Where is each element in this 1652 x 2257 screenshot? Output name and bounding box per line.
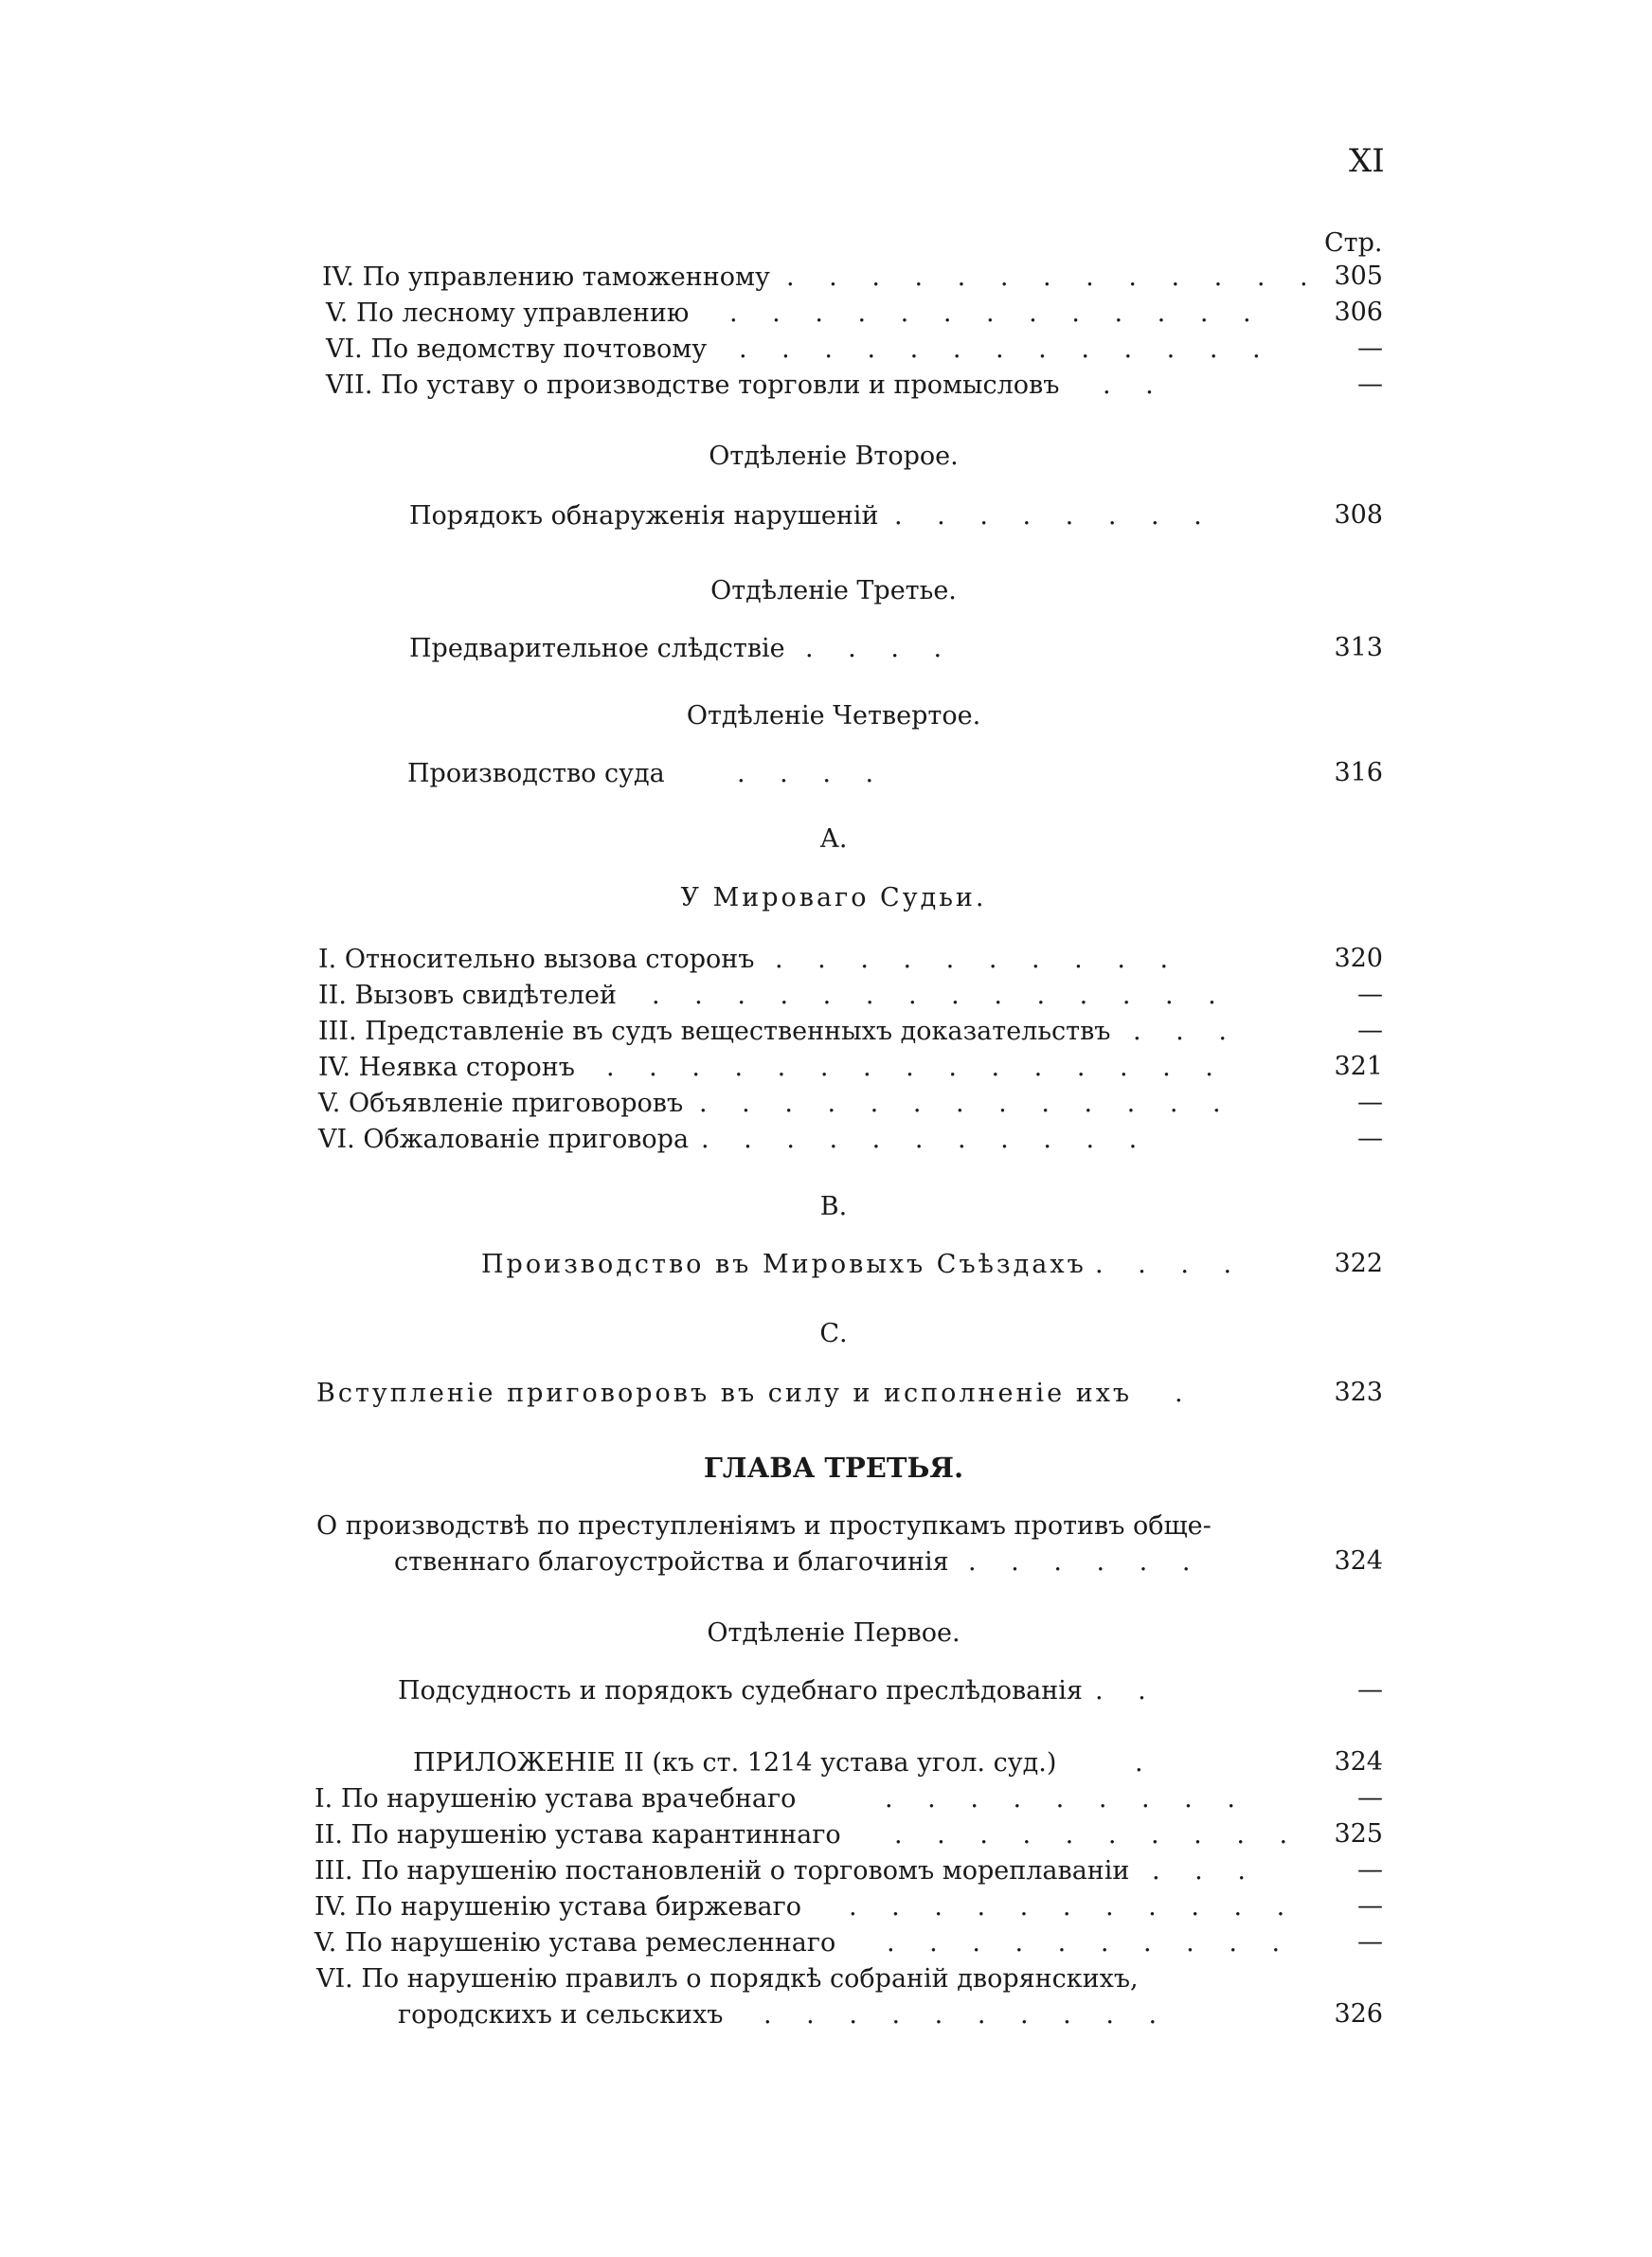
toc-entry-dots: . . [1103,370,1167,400]
page-column-header: Стр. [1324,228,1383,258]
page-number: XI [1349,142,1385,180]
toc-entry-page: 325 [1334,1819,1383,1849]
toc-entry-label: Подсудность и порядокъ судебнаго преслѣдованія [398,1676,1083,1706]
toc-entry-label-line2: ственнаго благоустройства и благочинія [394,1547,949,1577]
section-heading: Отдѣленіе Второе. [709,442,959,471]
toc-entry-page: — [1357,1855,1383,1885]
toc-entry-label: III. Представленіе въ судъ вещественныхъ доказательствъ [318,1017,1111,1046]
toc-entry-dots: . . . . . . . . . . . . . [729,298,1265,328]
toc-entry-dots: . . . . . . . . . . [763,2000,1171,2030]
subsection-letter: В. [819,1192,848,1221]
toc-entry-dots: . . . . [737,759,888,788]
toc-entry-label: IV. По нарушенію устава биржеваго [314,1892,802,1922]
toc-entry-dots: . . . . . . . . . . [775,945,1182,974]
toc-entry-page: 322 [1334,1249,1383,1278]
toc-entry-label: VII. По уставу о производстве торговли и промысловъ [326,370,1060,400]
toc-entry-label-line2: городскихъ и сельскихъ [398,2000,724,2030]
toc-entry-page: — [1357,1124,1383,1153]
toc-entry-dots: . . . . . . . . . . . . . . . [606,1053,1227,1082]
toc-entry-label: V. По лесному управлению [326,298,690,328]
subsection-letter: С. [819,1319,848,1348]
toc-entry-label: Вступленіе приговоровъ въ силу и исполненіе ихъ [316,1379,1133,1408]
toc-entry-label: VI. По ведомству почтовому [326,334,708,364]
toc-entry-page: 305 [1334,262,1383,291]
toc-entry-label: IV. По управлению таможенному [322,262,770,292]
toc-entry-label-line1: О производствѣ по преступленіямъ и проступкамъ противъ обще- [316,1511,1212,1541]
toc-entry-page: — [1357,1088,1383,1117]
toc-entry-page: — [1357,334,1383,363]
subsection-title: У Мироваго Судьи. [680,883,987,912]
toc-entry-page: 320 [1334,944,1383,973]
appendix-title: ПРИЛОЖЕНІЕ II (къ ст. 1214 устава угол. суд.) [413,1748,1057,1778]
toc-entry-label: V. По нарушенію устава ремесленнаго [314,1928,836,1958]
toc-entry-label: IV. Неявка сторонъ [318,1053,575,1082]
toc-entry-dots: . . . . . . . . [894,501,1215,531]
section-heading: Отдѣленіе Третье. [710,576,957,605]
toc-entry-page: 321 [1334,1052,1383,1081]
toc-entry-label: II. По нарушенію устава карантиннаго [314,1820,841,1850]
toc-entry-label: Производство суда [407,759,665,788]
toc-entry-page: — [1357,980,1383,1009]
toc-entry-dots: . . . . . . . . . . . [849,1892,1299,1922]
toc-entry-page: 316 [1334,758,1383,787]
toc-entry-page: — [1357,1783,1383,1813]
toc-entry-page: 308 [1334,500,1383,530]
chapter-heading: ГЛАВА ТРЕТЬЯ. [703,1452,964,1484]
toc-entry-dots: . . . . . . . . . . . . . [699,1089,1234,1118]
toc-entry-page: — [1357,1891,1383,1921]
toc-entry-label: I. По нарушенію устава врачебнаго [314,1784,797,1814]
subsection-letter: А. [819,824,848,854]
toc-entry-dots: . . . . [805,634,956,663]
toc-entry-dots: . . . . . . . . . . [887,1928,1294,1958]
toc-entry-page: 323 [1334,1378,1383,1407]
toc-entry-label: VI. Обжалованіе приговора [318,1125,690,1154]
toc-entry-label: Предварительное слѣдствіе [409,634,785,663]
toc-entry-page: — [1357,1675,1383,1705]
toc-entry-dots: . . . [1133,1017,1240,1046]
toc-entry-label: III. По нарушенію постановленій о торговомъ мореплаваніи [314,1856,1130,1886]
section-heading: Отдѣленіе Четвертое. [686,701,981,731]
toc-entry-dots: . . [1095,1676,1159,1706]
toc-entry-dots: . . . . . . . . . . . . . [786,262,1321,292]
toc-entry-label: II. Вызовъ свидѣтелей [318,981,618,1010]
toc-entry-dots: . . . . . . . . . [885,1784,1248,1814]
toc-entry-label: V. Объявленіе приговоровъ [318,1089,684,1118]
toc-entry-page: — [1357,1016,1383,1045]
toc-entry-page: — [1357,370,1383,399]
toc-entry-dots: . [1135,1748,1157,1778]
toc-entry-dots: . . . . . . [968,1547,1204,1577]
toc-entry-dots: . . . . [1095,1250,1246,1279]
toc-entry-page: 324 [1334,1546,1383,1576]
toc-entry-label: Производство въ Мировыхъ Съѣздахъ [481,1250,1086,1279]
toc-entry-dots: . . . . . . . . . . . [701,1125,1151,1154]
toc-entry-page: 326 [1334,1999,1383,2029]
toc-entry-label-line1: VI. По нарушенію правилъ о порядкѣ собраній дворянскихъ, [316,1964,1139,1994]
toc-entry-page: 313 [1334,633,1383,662]
toc-entry-dots: . . . . . . . . . . . . . . [652,981,1230,1010]
toc-entry-dots: . . . . . . . . . . . . . [739,334,1274,364]
toc-entry-page: 306 [1334,298,1383,327]
toc-entry-dots: . [1175,1379,1196,1408]
toc-entry-page: — [1357,1927,1383,1957]
toc-entry-dots: . . . [1152,1856,1259,1886]
toc-entry-label: Порядокъ обнаруженія нарушеній [409,501,879,531]
section-heading: Отдѣленіе Первое. [707,1618,961,1648]
toc-entry-label: I. Относительно вызова сторонъ [318,945,755,974]
toc-entry-dots: . . . . . . . . . . [894,1820,1302,1850]
toc-entry-page: 324 [1334,1747,1383,1777]
